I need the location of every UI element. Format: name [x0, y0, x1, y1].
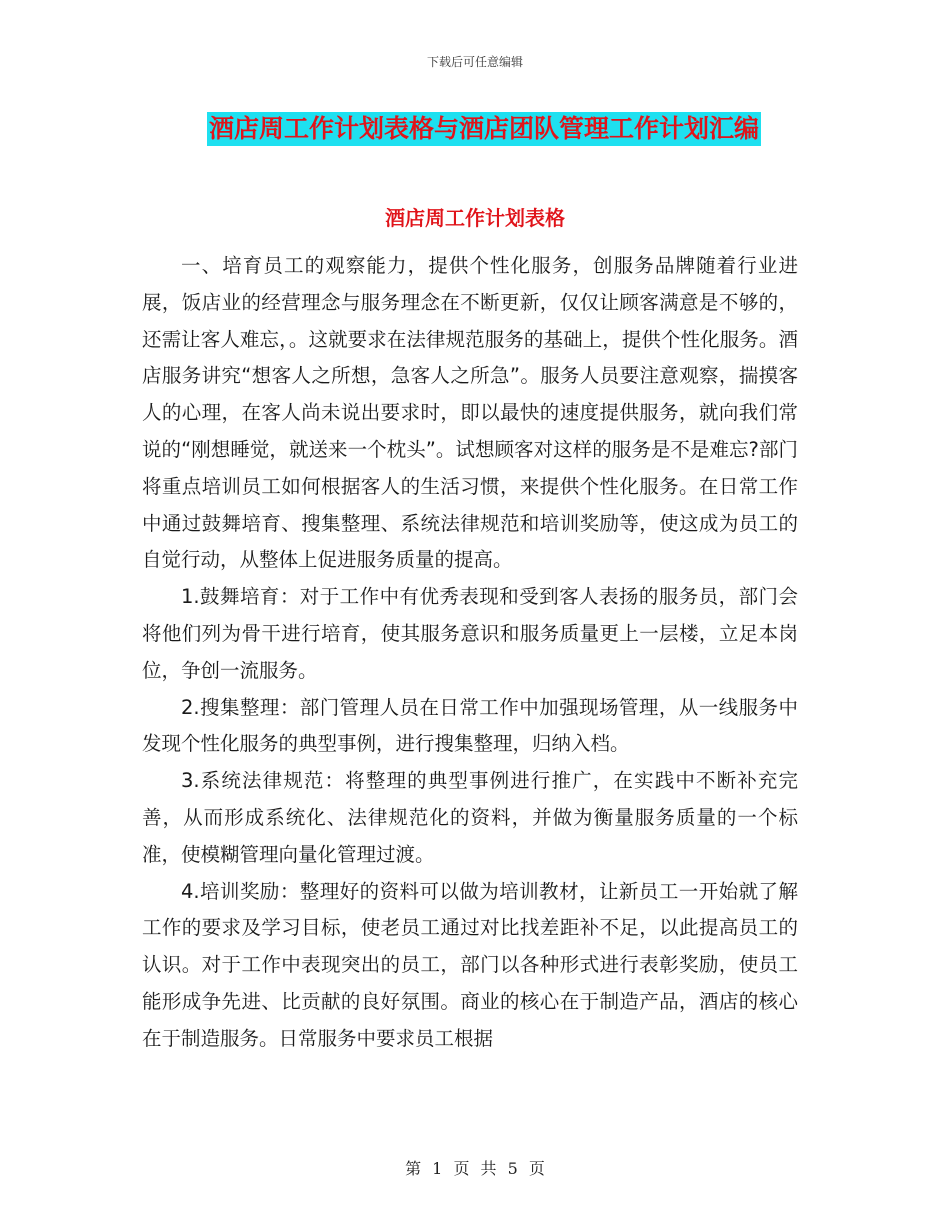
- body-text: [142, 248, 798, 1058]
- header-note: 下载后可任意编辑: [426, 55, 523, 69]
- section-title: 酒店周工作计划表格: [385, 206, 565, 230]
- page-footer: 第 1 页 共 5 页: [405, 1159, 545, 1178]
- paragraph-item-2: 2.搜集整理：部门管理人员在日常工作中加强现场管理，从一线服务中发现个性化服务的典型事例，进行搜集整理，归纳入档。: [142, 695, 798, 756]
- paragraph-item-4: 4.培训奖励：整理好的资料可以做为培训教材，让新员工一开始就了解工作的要求及学习目标，使老员工通过对比找差距补不足，以此提高员工的认识。对于工作中表现突出的员工，部门以各种形式进行表彰奖励，使员工能形成争先进、比贡献的良好氛围。商业的核心在于制造产品，酒店的核心在于制造服务。日常服务中要求员工根据: [142, 879, 798, 1050]
- paragraph-item-1: 1.鼓舞培育：对于工作中有优秀表现和受到客人表扬的服务员，部门会将他们列为骨干进行培育，使其服务意识和服务质量更上一层楼，立足本岗位，争创一流服务。: [142, 585, 798, 682]
- document-title: 酒店周工作计划表格与酒店团队管理工作计划汇编: [207, 112, 761, 146]
- paragraph-intro: 一、培育员工的观察能力，提供个性化服务，创服务品牌随着行业进展，饭店业的经营理念与服务理念在不断更新，仅仅让顾客满意是不够的，还需让客人难忘，。这就要求在法律规范服务的基础上，提供个性化服务。酒店服务讲究“想客人之所想，急客人之所急”。服务人员要注意观察，揣摸客人的心理，在客人尚未说出要求时，即以最快的速度提供服务，就向我们常说的“刚想睡觉，就送来一个枕头”。试想顾客对这样的服务是不是难忘?部门将重点培训员工如何根据客人的生活习惯，来提供个性化服务。在日常工作中通过鼓舞培育、搜集整理、系统法律规范和培训奖励等，使这成为员工的自觉行动，从整体上促进服务质量的提高。: [142, 254, 798, 572]
- paragraph-item-3: 3.系统法律规范：将整理的典型事例进行推广，在实践中不断补充完善，从而形成系统化、法律规范化的资料，并做为衡量服务质量的一个标准，使模糊管理向量化管理过渡。: [142, 769, 798, 866]
